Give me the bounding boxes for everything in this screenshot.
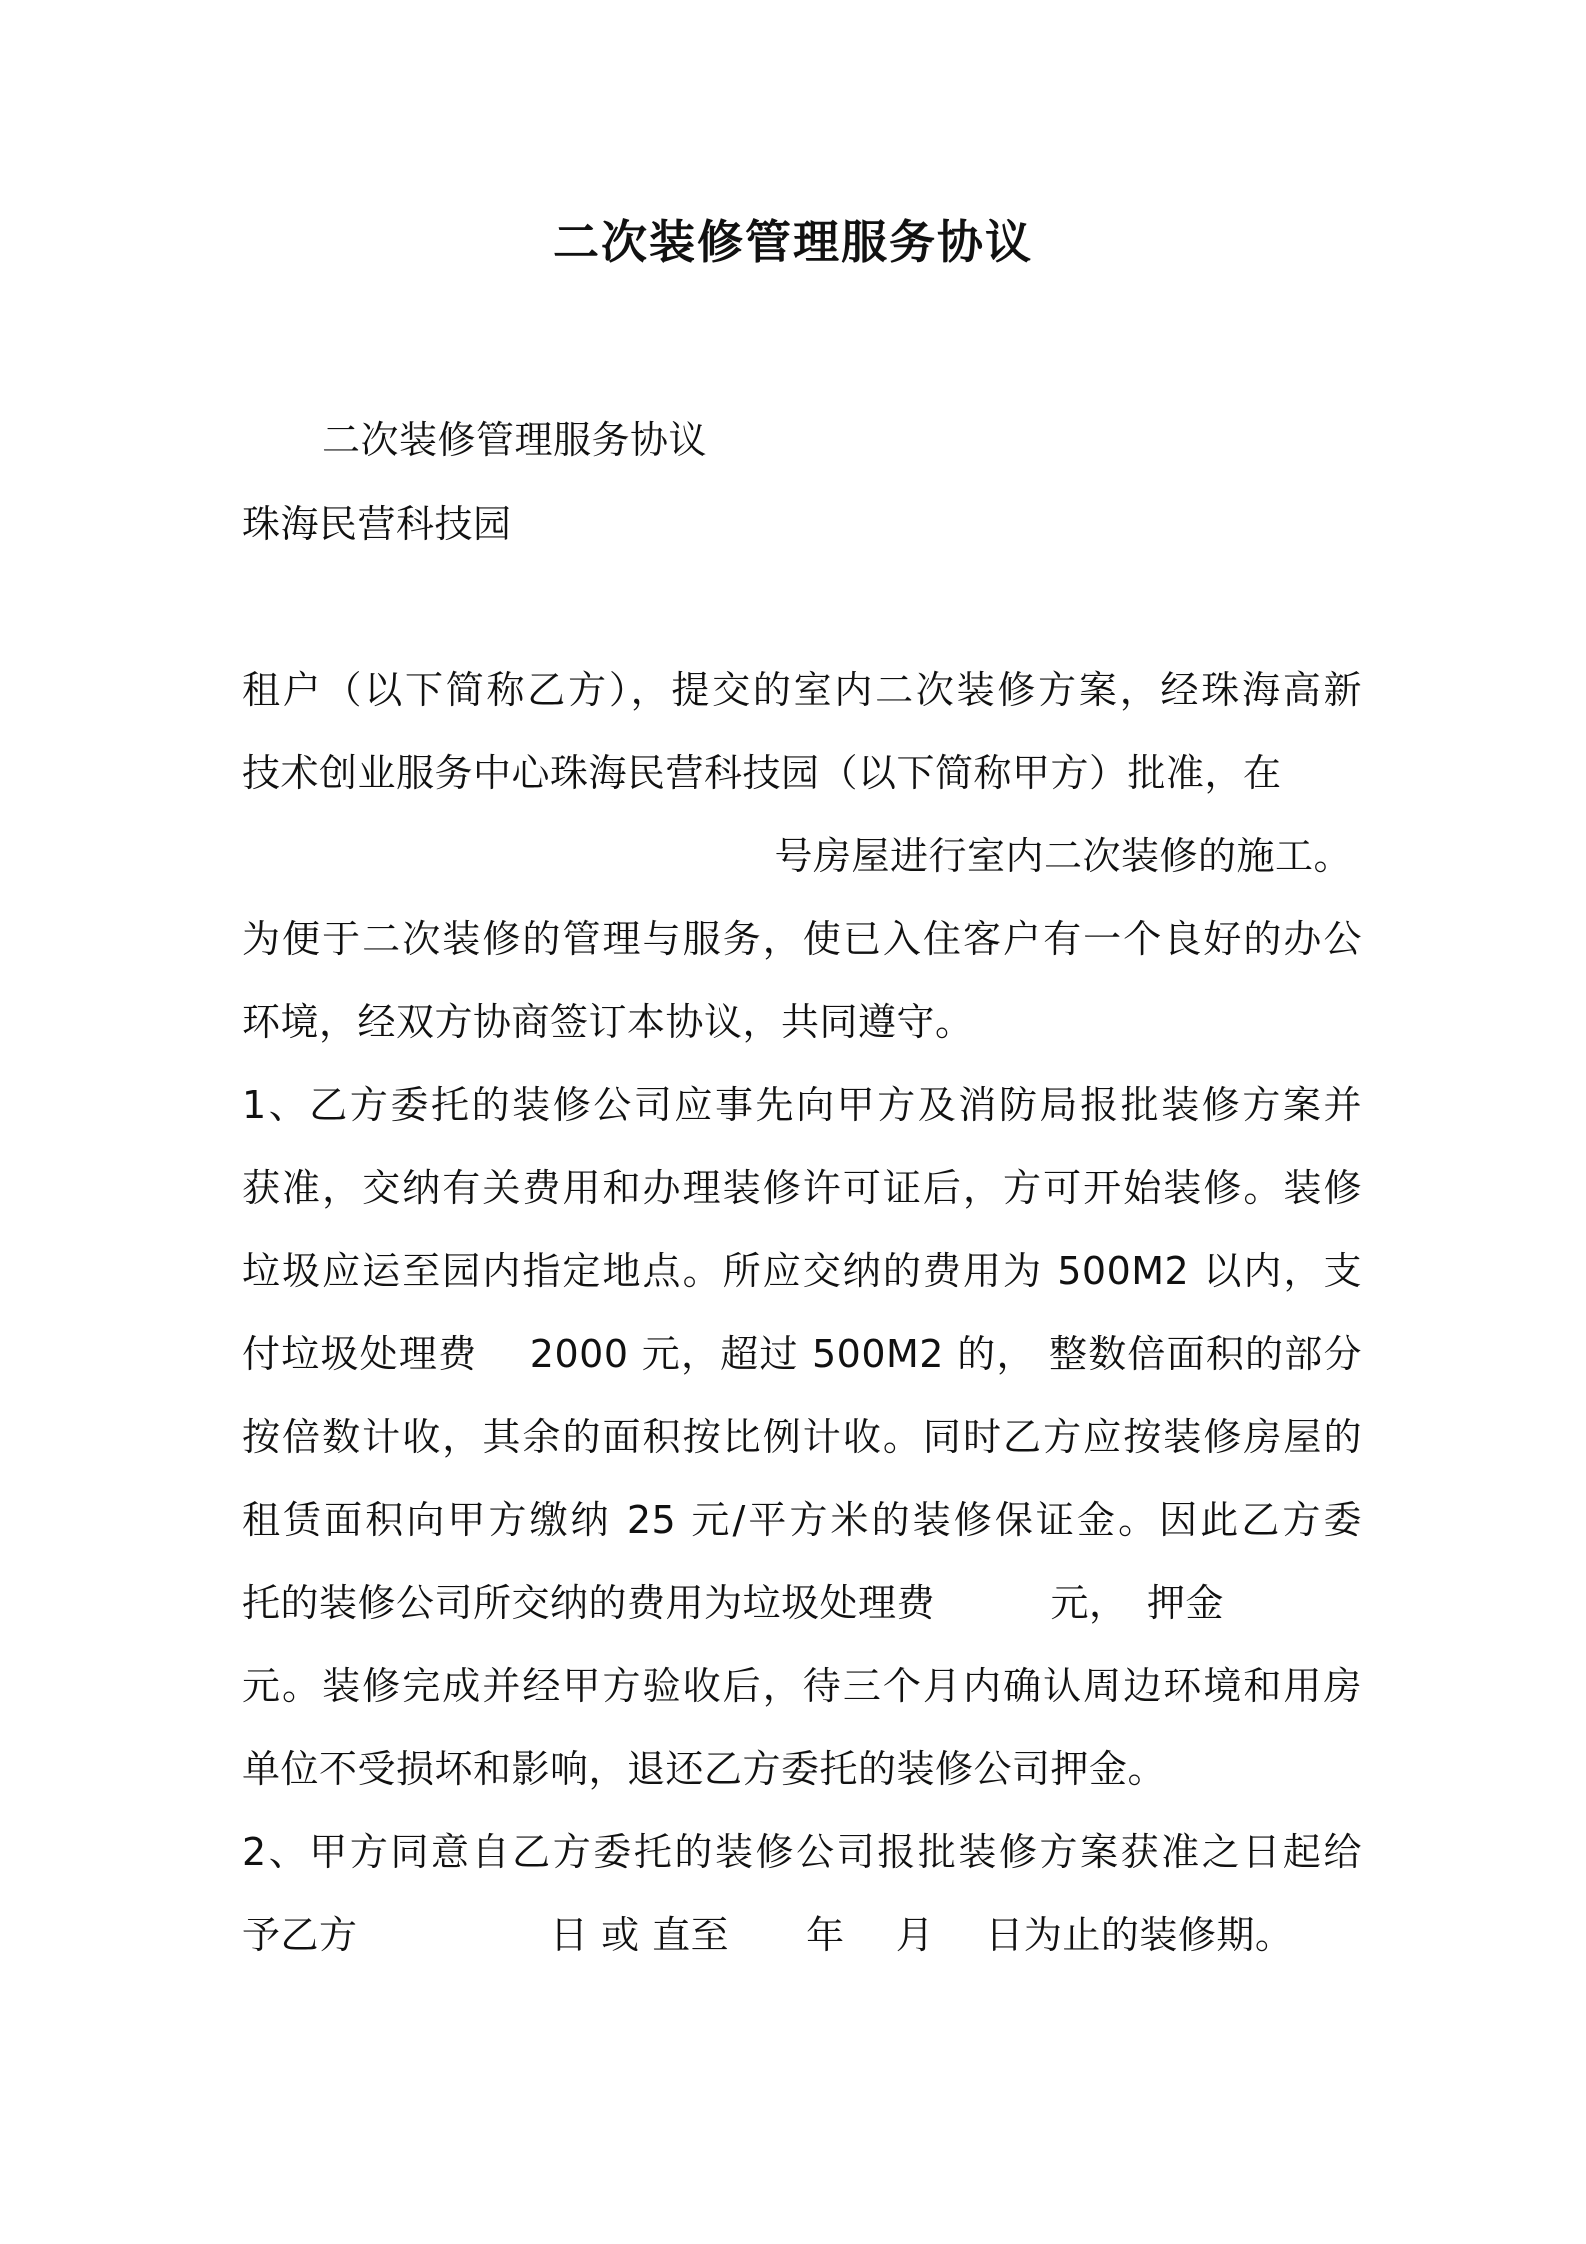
clause-1-line-8: 元。装修完成并经甲方验收后，待三个月内确认周边环境和用房 xyxy=(242,1664,1362,1708)
body-line-5: 环境，经双方协商签订本协议，共同遵守。 xyxy=(242,1000,974,1044)
clause-1-line-2: 获准，交纳有关费用和办理装修许可证后，方可开始装修。装修 xyxy=(242,1166,1362,1210)
body-line-3: 号房屋进行室内二次装修的施工。 xyxy=(774,834,1352,878)
document-subtitle: 二次装修管理服务协议 xyxy=(322,418,708,462)
body-line-2: 技术创业服务中心珠海民营科技园（以下简称甲方）批准，在 xyxy=(242,751,1282,795)
clause-1-line-4: 付垃圾处理费 2000 元，超过 500M2 的， 整数倍面积的部分 xyxy=(242,1332,1362,1376)
clause-2-line-2: 予乙方 日 或 直至 年 月 日为止的装修期。 xyxy=(242,1913,1294,1957)
clause-1-line-9: 单位不受损坏和影响，退还乙方委托的装修公司押金。 xyxy=(242,1747,1167,1791)
body-line-1: 租户（以下简称乙方），提交的室内二次装修方案，经珠海高新 xyxy=(242,668,1362,712)
clause-1-line-3: 垃圾应运至园内指定地点。所应交纳的费用为 500M2 以内，支 xyxy=(242,1249,1362,1293)
organization-name: 珠海民营科技园 xyxy=(242,502,512,546)
body-line-4: 为便于二次装修的管理与服务，使已入住客户有一个良好的办公 xyxy=(242,917,1362,961)
document-title: 二次装修管理服务协议 xyxy=(553,215,1033,269)
clause-1-line-6: 租赁面积向甲方缴纳 25 元/平方米的装修保证金。因此乙方委 xyxy=(242,1498,1362,1542)
clause-2-line-1: 2、甲方同意自乙方委托的装修公司报批装修方案获准之日起给 xyxy=(242,1830,1362,1874)
clause-1-line-5: 按倍数计收，其余的面积按比例计收。同时乙方应按装修房屋的 xyxy=(242,1415,1362,1459)
clause-1-line-7: 托的装修公司所交纳的费用为垃圾处理费 元， 押金 xyxy=(242,1581,1225,1625)
clause-1-line-1: 1、乙方委托的装修公司应事先向甲方及消防局报批装修方案并 xyxy=(242,1083,1362,1127)
